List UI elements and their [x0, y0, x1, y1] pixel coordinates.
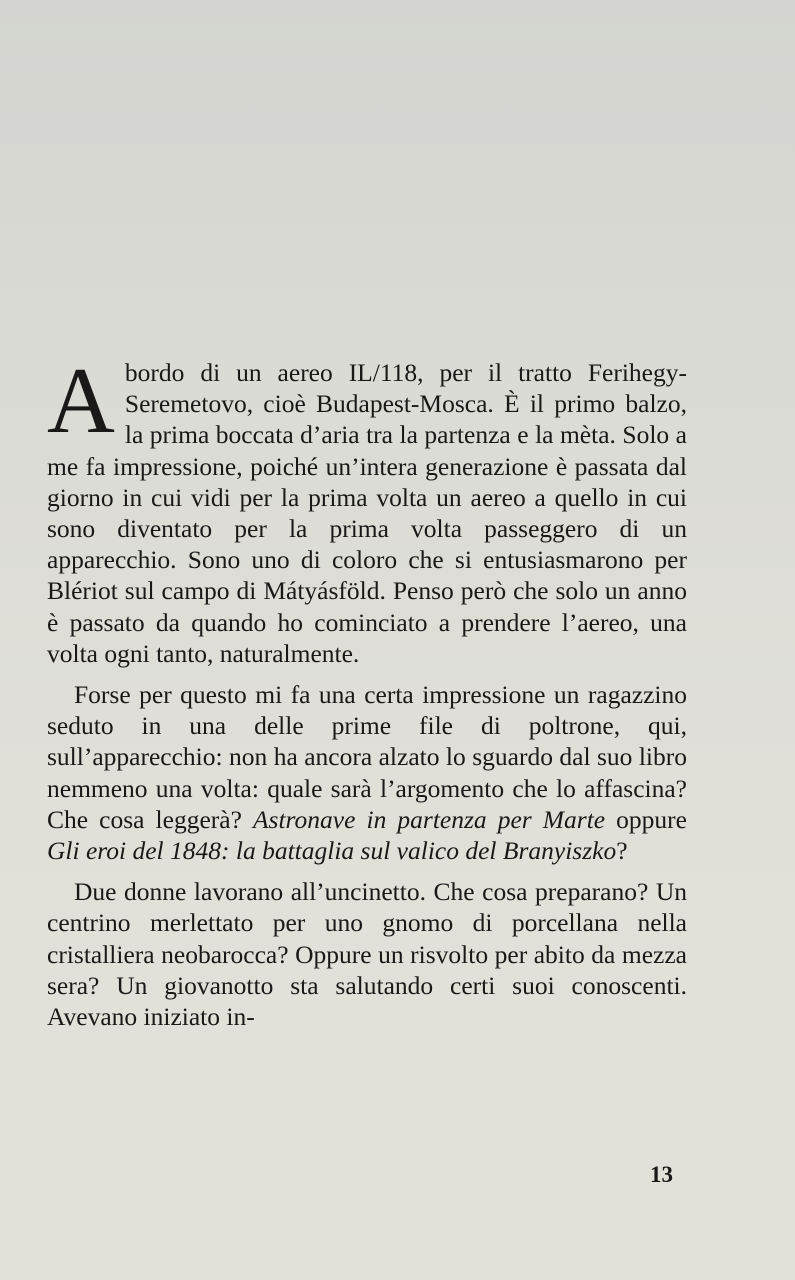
- paragraph-2-text-3: ?: [616, 836, 628, 866]
- paragraph-2: [47, 679, 687, 866]
- paragraph-3-text: Due donne lavorano all’uncinetto. Che cosa preparano? Un centrino merlettato per uno gnomo di porcellana nella cristalliera neobarocca? Oppure un risvolto per abito da mezza sera? Un giovanotto sta salutando certi suoi conoscenti. Avevano iniziato in-: [47, 877, 687, 1032]
- body-text: [47, 349, 687, 1032]
- paragraph-2-text-1: Forse per questo mi fa una certa impressione un ragazzino seduto in una delle prime file di poltrone, qui, sull’apparecchio: non ha ancora alzato lo sguardo dal suo libro nemmeno una volta: quale sarà l’argomento che lo affascina? Che cosa leggerà?: [47, 680, 687, 834]
- book-title-2: Gli eroi del 1848: la battaglia sul valico del Branyiszko: [47, 836, 617, 866]
- paragraph-2-text-2: oppure: [605, 804, 687, 834]
- book-title-1: Astronave in partenza per Marte: [252, 804, 606, 834]
- paragraph-1-text: bordo di un aereo IL/118, per il tratto Ferihegy-Seremetovo, cioè Budapest-Mosca. È il primo balzo, la prima boccata d’aria tra la partenza e la mèta. Solo a me fa impressione, poiché un’intera generazione è passata dal giorno in cui vidi per la prima volta un aereo a quello in cui sono diventato per la prima volta passeggero di un apparecchio. Sono uno di coloro che si entusiasmarono per Blériot sul campo di Mátyásföld. Penso però che solo un anno è passato da quando ho cominciato a prendere l’aereo, una volta ogni tanto, naturalmente.: [47, 358, 687, 668]
- drop-cap: A: [47, 349, 115, 453]
- page-number: 13: [650, 1162, 673, 1187]
- paragraph-1: [47, 349, 687, 669]
- paragraph-3: [47, 876, 687, 1032]
